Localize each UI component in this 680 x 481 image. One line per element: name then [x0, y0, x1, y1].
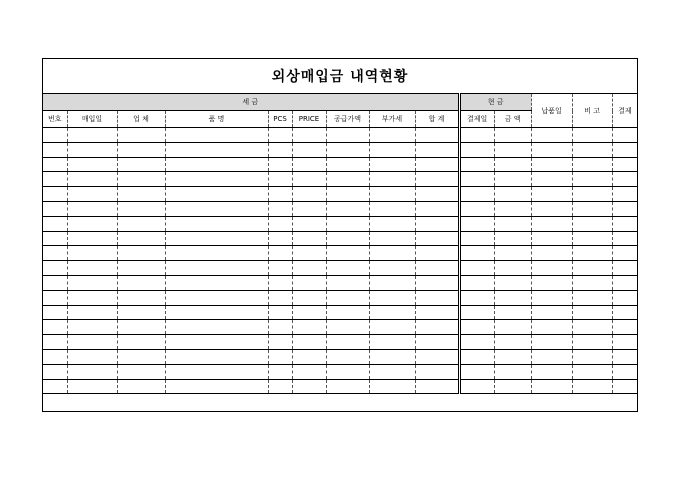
table-cell[interactable]: [612, 201, 637, 216]
table-cell[interactable]: [531, 172, 572, 187]
table-cell[interactable]: [369, 335, 415, 350]
table-cell[interactable]: [117, 320, 165, 335]
table-cell[interactable]: [67, 261, 117, 276]
table-cell[interactable]: [415, 187, 459, 202]
table-cell[interactable]: [531, 216, 572, 231]
table-cell[interactable]: [459, 379, 494, 394]
table-row: [43, 128, 637, 143]
table-cell[interactable]: [415, 349, 459, 364]
table-cell[interactable]: [165, 290, 268, 305]
table-cell[interactable]: [43, 201, 67, 216]
table-cell[interactable]: [326, 290, 369, 305]
table-cell[interactable]: [43, 320, 67, 335]
table-cell[interactable]: [268, 275, 292, 290]
table-cell[interactable]: [369, 172, 415, 187]
table-cell[interactable]: [268, 290, 292, 305]
table-cell[interactable]: [67, 231, 117, 246]
table-cell[interactable]: [572, 349, 612, 364]
table-cell[interactable]: [165, 172, 268, 187]
table-cell[interactable]: [165, 157, 268, 172]
table-cell[interactable]: [494, 231, 531, 246]
table-cell[interactable]: [531, 335, 572, 350]
table-cell[interactable]: [612, 157, 637, 172]
table-cell[interactable]: [612, 320, 637, 335]
table-cell[interactable]: [117, 142, 165, 157]
table-cell[interactable]: [43, 364, 67, 379]
table-cell[interactable]: [612, 128, 637, 143]
table-cell[interactable]: [572, 142, 612, 157]
table-cell[interactable]: [369, 157, 415, 172]
table-cell[interactable]: [415, 246, 459, 261]
table-cell[interactable]: [43, 246, 67, 261]
table-cell[interactable]: [117, 261, 165, 276]
table-cell[interactable]: [494, 320, 531, 335]
table-cell[interactable]: [415, 379, 459, 394]
table-cell[interactable]: [369, 231, 415, 246]
table-cell[interactable]: [612, 231, 637, 246]
table-cell[interactable]: [494, 216, 531, 231]
table-row: [43, 172, 637, 187]
table-cell[interactable]: [369, 261, 415, 276]
table-cell[interactable]: [572, 320, 612, 335]
table-cell[interactable]: [494, 157, 531, 172]
table-cell[interactable]: [369, 187, 415, 202]
table-cell[interactable]: [165, 201, 268, 216]
table-cell[interactable]: [494, 187, 531, 202]
table-cell[interactable]: [67, 172, 117, 187]
table-cell[interactable]: [415, 261, 459, 276]
table-cell[interactable]: [43, 231, 67, 246]
table-cell[interactable]: [326, 231, 369, 246]
table-cell[interactable]: [494, 261, 531, 276]
table-cell[interactable]: [415, 335, 459, 350]
table-cell[interactable]: [494, 128, 531, 143]
table-cell[interactable]: [369, 216, 415, 231]
table-cell[interactable]: [459, 172, 494, 187]
table-cell[interactable]: [531, 305, 572, 320]
table-cell[interactable]: [165, 275, 268, 290]
table-cell[interactable]: [67, 290, 117, 305]
table-cell[interactable]: [494, 364, 531, 379]
table-cell[interactable]: [165, 261, 268, 276]
table-cell[interactable]: [292, 246, 326, 261]
table-cell[interactable]: [572, 157, 612, 172]
table-cell[interactable]: [459, 142, 494, 157]
table-cell[interactable]: [67, 320, 117, 335]
table-cell[interactable]: [268, 187, 292, 202]
table-cell[interactable]: [531, 290, 572, 305]
table-cell[interactable]: [67, 128, 117, 143]
table-cell[interactable]: [459, 290, 494, 305]
table-cell[interactable]: [165, 349, 268, 364]
table-cell[interactable]: [415, 128, 459, 143]
table-cell[interactable]: [268, 231, 292, 246]
table-cell[interactable]: [326, 335, 369, 350]
table-cell[interactable]: [165, 335, 268, 350]
column-header-total: 합 계: [415, 111, 459, 128]
column-header-number: 번호: [43, 111, 67, 128]
group-header-tax: 세 금: [43, 94, 459, 111]
table-cell[interactable]: [415, 364, 459, 379]
table-cell[interactable]: [326, 275, 369, 290]
table-cell[interactable]: [165, 364, 268, 379]
table-row: [43, 261, 637, 276]
table-cell[interactable]: [292, 231, 326, 246]
table-cell[interactable]: [292, 305, 326, 320]
table-cell[interactable]: [268, 172, 292, 187]
table-cell[interactable]: [117, 246, 165, 261]
table-cell[interactable]: [612, 349, 637, 364]
table-cell[interactable]: [43, 275, 67, 290]
table-cell[interactable]: [43, 172, 67, 187]
table-row: [43, 216, 637, 231]
column-header-delivery-date: 납품일: [531, 94, 572, 128]
table-cell[interactable]: [531, 364, 572, 379]
table-cell[interactable]: [67, 364, 117, 379]
table-cell[interactable]: [459, 335, 494, 350]
column-header-pcs: PCS: [268, 111, 292, 128]
table-cell[interactable]: [459, 231, 494, 246]
table-cell[interactable]: [43, 187, 67, 202]
table-cell[interactable]: [415, 157, 459, 172]
table-cell[interactable]: [117, 128, 165, 143]
table-cell[interactable]: [292, 201, 326, 216]
table-cell[interactable]: [415, 320, 459, 335]
table-cell[interactable]: [612, 142, 637, 157]
table-cell[interactable]: [369, 290, 415, 305]
table-cell[interactable]: [268, 216, 292, 231]
table-cell[interactable]: [459, 261, 494, 276]
table-cell[interactable]: [43, 157, 67, 172]
table-cell[interactable]: [117, 231, 165, 246]
table-cell[interactable]: [459, 201, 494, 216]
table-cell[interactable]: [369, 349, 415, 364]
table-cell[interactable]: [572, 275, 612, 290]
table-cell[interactable]: [459, 275, 494, 290]
table-cell[interactable]: [117, 379, 165, 394]
table-cell[interactable]: [572, 305, 612, 320]
table-cell[interactable]: [572, 246, 612, 261]
table-cell[interactable]: [494, 246, 531, 261]
table-row: [43, 187, 637, 202]
table-cell[interactable]: [165, 187, 268, 202]
table-cell[interactable]: [494, 275, 531, 290]
table-cell[interactable]: [531, 128, 572, 143]
table-row: [43, 246, 637, 261]
table-cell[interactable]: [292, 157, 326, 172]
table-row: [43, 305, 637, 320]
column-header-amount: 금 액: [494, 111, 531, 128]
group-header-row: [43, 94, 637, 111]
table-cell[interactable]: [67, 142, 117, 157]
table-cell[interactable]: [43, 261, 67, 276]
column-header-remarks: 비 고: [572, 94, 612, 128]
table-cell[interactable]: [326, 364, 369, 379]
table-cell[interactable]: [67, 305, 117, 320]
table-row: [43, 275, 637, 290]
table-cell[interactable]: [531, 157, 572, 172]
table-cell[interactable]: [494, 349, 531, 364]
table-cell[interactable]: [572, 231, 612, 246]
table-cell[interactable]: [326, 157, 369, 172]
table-cell[interactable]: [459, 320, 494, 335]
table-cell[interactable]: [292, 379, 326, 394]
table-cell[interactable]: [292, 216, 326, 231]
table-row: [43, 320, 637, 335]
table-cell[interactable]: [43, 349, 67, 364]
table-cell[interactable]: [117, 290, 165, 305]
table-cell[interactable]: [415, 305, 459, 320]
table-cell[interactable]: [165, 246, 268, 261]
table-cell[interactable]: [572, 335, 612, 350]
table-cell[interactable]: [326, 261, 369, 276]
table-cell[interactable]: [369, 364, 415, 379]
table-cell[interactable]: [268, 320, 292, 335]
table-cell[interactable]: [459, 187, 494, 202]
table-cell[interactable]: [415, 201, 459, 216]
table-cell[interactable]: [326, 246, 369, 261]
table-row: [43, 379, 637, 394]
table-cell[interactable]: [67, 187, 117, 202]
table-cell[interactable]: [326, 216, 369, 231]
table-cell[interactable]: [459, 157, 494, 172]
table-cell[interactable]: [612, 364, 637, 379]
ledger-table: [43, 93, 637, 394]
table-cell[interactable]: [67, 349, 117, 364]
table-cell[interactable]: [572, 216, 612, 231]
table-cell[interactable]: [612, 290, 637, 305]
table-cell[interactable]: [117, 349, 165, 364]
table-cell[interactable]: [531, 142, 572, 157]
table-cell[interactable]: [326, 379, 369, 394]
column-header-approval: 결제: [612, 94, 637, 128]
table-cell[interactable]: [612, 305, 637, 320]
table-cell[interactable]: [292, 320, 326, 335]
table-cell[interactable]: [415, 290, 459, 305]
table-cell[interactable]: [292, 261, 326, 276]
table-cell[interactable]: [117, 335, 165, 350]
column-header-vat: 부가세: [369, 111, 415, 128]
table-cell[interactable]: [531, 349, 572, 364]
table-row: [43, 364, 637, 379]
ledger-sheet: [42, 58, 638, 412]
table-cell[interactable]: [67, 216, 117, 231]
column-header-purchase-date: 매입일: [67, 111, 117, 128]
table-row: [43, 142, 637, 157]
table-cell[interactable]: [415, 172, 459, 187]
table-cell[interactable]: [459, 305, 494, 320]
table-cell[interactable]: [612, 216, 637, 231]
table-cell[interactable]: [612, 246, 637, 261]
column-header-price: PRICE: [292, 111, 326, 128]
table-cell[interactable]: [369, 379, 415, 394]
table-cell[interactable]: [292, 172, 326, 187]
table-cell[interactable]: [67, 275, 117, 290]
table-row: [43, 335, 637, 350]
table-cell[interactable]: [43, 379, 67, 394]
table-cell[interactable]: [369, 201, 415, 216]
table-cell[interactable]: [531, 379, 572, 394]
table-cell[interactable]: [326, 187, 369, 202]
table-cell[interactable]: [572, 261, 612, 276]
table-cell[interactable]: [165, 305, 268, 320]
page-title: 외상매입금 내역현황: [271, 69, 409, 85]
table-cell[interactable]: [268, 335, 292, 350]
table-cell[interactable]: [494, 379, 531, 394]
group-header-settle: 현 금: [459, 94, 531, 111]
table-cell[interactable]: [369, 246, 415, 261]
table-cell[interactable]: [531, 320, 572, 335]
table-cell[interactable]: [572, 364, 612, 379]
table-cell[interactable]: [165, 216, 268, 231]
table-cell[interactable]: [43, 335, 67, 350]
table-cell[interactable]: [117, 305, 165, 320]
column-header-item: 품 명: [165, 111, 268, 128]
table-cell[interactable]: [369, 320, 415, 335]
column-header-supply-amount: 공급가액: [326, 111, 369, 128]
table-cell[interactable]: [268, 305, 292, 320]
table-cell[interactable]: [531, 246, 572, 261]
table-cell[interactable]: [572, 379, 612, 394]
table-cell[interactable]: [415, 275, 459, 290]
table-cell[interactable]: [292, 128, 326, 143]
table-cell[interactable]: [268, 142, 292, 157]
table-cell[interactable]: [292, 290, 326, 305]
table-cell[interactable]: [165, 128, 268, 143]
table-cell[interactable]: [165, 379, 268, 394]
table-row: [43, 157, 637, 172]
table-cell[interactable]: [531, 275, 572, 290]
table-cell[interactable]: [531, 231, 572, 246]
table-cell[interactable]: [268, 349, 292, 364]
table-cell[interactable]: [165, 231, 268, 246]
table-cell[interactable]: [67, 246, 117, 261]
table-cell[interactable]: [292, 335, 326, 350]
table-cell[interactable]: [326, 128, 369, 143]
table-cell[interactable]: [415, 216, 459, 231]
table-cell[interactable]: [292, 275, 326, 290]
table-cell[interactable]: [268, 364, 292, 379]
table-cell[interactable]: [117, 216, 165, 231]
table-cell[interactable]: [572, 128, 612, 143]
table-cell[interactable]: [292, 349, 326, 364]
table-cell[interactable]: [326, 201, 369, 216]
table-row: [43, 290, 637, 305]
table-cell[interactable]: [43, 305, 67, 320]
table-cell[interactable]: [326, 172, 369, 187]
table-cell[interactable]: [117, 201, 165, 216]
table-cell[interactable]: [165, 320, 268, 335]
table-cell[interactable]: [572, 201, 612, 216]
table-cell[interactable]: [43, 290, 67, 305]
table-cell[interactable]: [612, 335, 637, 350]
table-cell[interactable]: [494, 201, 531, 216]
table-row: [43, 201, 637, 216]
table-cell[interactable]: [292, 187, 326, 202]
table-cell[interactable]: [459, 364, 494, 379]
table-cell[interactable]: [117, 364, 165, 379]
table-cell[interactable]: [268, 201, 292, 216]
table-cell[interactable]: [612, 261, 637, 276]
table-cell[interactable]: [494, 305, 531, 320]
table-cell[interactable]: [612, 187, 637, 202]
table-cell[interactable]: [415, 142, 459, 157]
table-cell[interactable]: [531, 261, 572, 276]
table-cell[interactable]: [165, 142, 268, 157]
table-cell[interactable]: [612, 275, 637, 290]
table-cell[interactable]: [572, 187, 612, 202]
table-cell[interactable]: [459, 349, 494, 364]
table-cell[interactable]: [415, 231, 459, 246]
table-cell[interactable]: [117, 157, 165, 172]
table-cell[interactable]: [268, 128, 292, 143]
table-row: [43, 349, 637, 364]
table-cell[interactable]: [459, 128, 494, 143]
table-cell[interactable]: [369, 305, 415, 320]
table-cell[interactable]: [369, 128, 415, 143]
table-cell[interactable]: [292, 364, 326, 379]
table-cell[interactable]: [494, 335, 531, 350]
table-cell[interactable]: [292, 142, 326, 157]
table-cell[interactable]: [572, 290, 612, 305]
table-cell[interactable]: [326, 305, 369, 320]
table-cell[interactable]: [43, 216, 67, 231]
table-cell[interactable]: [531, 187, 572, 202]
table-cell[interactable]: [268, 157, 292, 172]
table-cell[interactable]: [572, 172, 612, 187]
table-cell[interactable]: [369, 275, 415, 290]
column-header-company: 업 체: [117, 111, 165, 128]
table-row: [43, 231, 637, 246]
table-cell[interactable]: [326, 320, 369, 335]
table-cell[interactable]: [67, 379, 117, 394]
table-cell[interactable]: [459, 246, 494, 261]
table-cell[interactable]: [326, 349, 369, 364]
table-cell[interactable]: [612, 172, 637, 187]
table-cell[interactable]: [117, 187, 165, 202]
table-cell[interactable]: [369, 142, 415, 157]
column-header-settle-date: 결제일: [459, 111, 494, 128]
table-cell[interactable]: [531, 201, 572, 216]
table-cell[interactable]: [612, 379, 637, 394]
table-cell[interactable]: [268, 261, 292, 276]
table-cell[interactable]: [67, 335, 117, 350]
table-cell[interactable]: [326, 142, 369, 157]
table-cell[interactable]: [67, 201, 117, 216]
table-cell[interactable]: [494, 172, 531, 187]
table-cell[interactable]: [268, 246, 292, 261]
table-cell[interactable]: [43, 142, 67, 157]
table-cell[interactable]: [117, 172, 165, 187]
table-cell[interactable]: [67, 157, 117, 172]
table-cell[interactable]: [117, 275, 165, 290]
table-cell[interactable]: [459, 216, 494, 231]
table-cell[interactable]: [494, 142, 531, 157]
table-cell[interactable]: [268, 379, 292, 394]
table-cell[interactable]: [43, 128, 67, 143]
table-cell[interactable]: [494, 290, 531, 305]
